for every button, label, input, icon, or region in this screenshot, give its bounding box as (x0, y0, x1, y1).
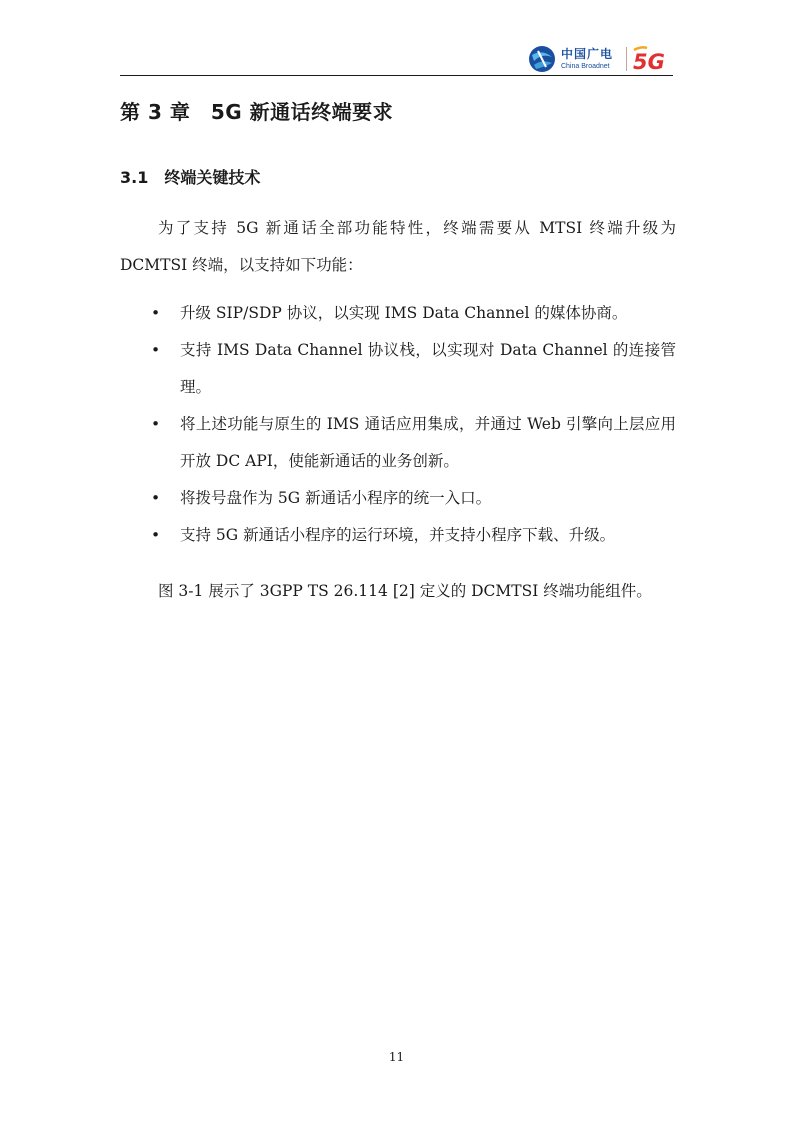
intro-paragraph: 为了支持 5G 新通话全部功能特性，终端需要从 MTSI 终端升级为 DCMTSI 终端，以支持如下功能： (120, 219, 676, 274)
5g-logo-icon (631, 44, 673, 74)
list-item-text: 升级 SIP/SDP 协议，以实现 IMS Data Channel 的媒体协商。 (180, 304, 628, 322)
bullet-icon: • (151, 489, 161, 507)
china-broadnet-logo (528, 44, 613, 74)
list-item (120, 517, 676, 554)
list-item-text: 支持 IMS Data Channel 协议栈，以实现对 Data Channel 的连接管理。 (180, 341, 676, 396)
logo-chinese-name: 中国广电 (560, 47, 613, 61)
bullet-icon: • (151, 304, 161, 322)
bullet-icon: • (151, 415, 161, 433)
bullet-icon: • (151, 341, 161, 359)
china-broadnet-globe-icon (528, 45, 556, 73)
logo-divider (626, 47, 627, 71)
list-item-text: 支持 5G 新通话小程序的运行环境，并支持小程序下载、升级。 (180, 526, 616, 544)
header-rule (120, 75, 673, 76)
bullet-icon: • (151, 526, 161, 544)
closing-paragraph: 图 3-1 展示了 3GPP TS 26.114 [2] 定义的 DCMTSI 终端功能组件。 (158, 582, 652, 600)
feature-list (120, 295, 676, 554)
chapter-title: 第 3 章 5G 新通话终端要求 (120, 100, 394, 124)
list-item (120, 406, 676, 480)
list-item (120, 332, 676, 406)
section-title: 3.1 终端关键技术 (120, 168, 261, 187)
list-item (120, 295, 676, 332)
logo-5g-text: 5G (633, 50, 665, 74)
list-item-text: 将拨号盘作为 5G 新通话小程序的统一入口。 (180, 489, 492, 507)
logo-english-name: China Broadnet (560, 63, 610, 70)
list-item (120, 480, 676, 517)
page-header (120, 40, 673, 76)
page-number: 11 (388, 1050, 405, 1064)
list-item-text: 将上述功能与原生的 IMS 通话应用集成，并通过 Web 引擎向上层应用开放 DC API，使能新通话的业务创新。 (180, 415, 676, 470)
